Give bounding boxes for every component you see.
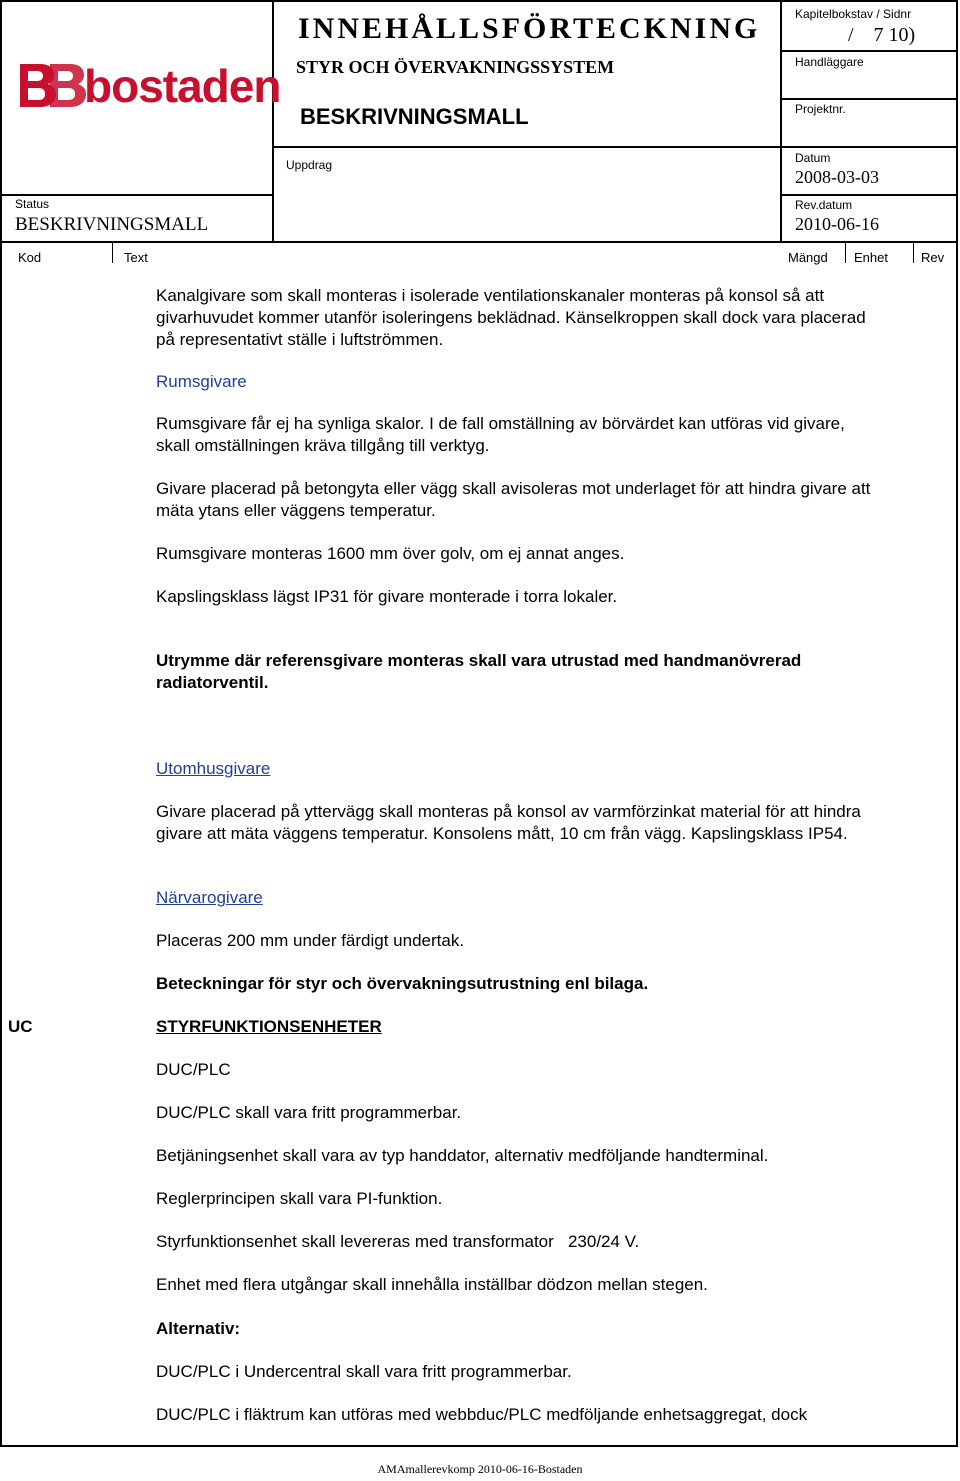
col-rev: Rev (921, 250, 945, 265)
status-value: BESKRIVNINGSMALL (15, 214, 209, 235)
col-kod: Kod (18, 250, 42, 265)
paragraph-ducplc: DUC/PLC (156, 1060, 231, 1079)
text-line: givare att mäta väggens temperatur. Konsolens mått, 10 cm från vägg. Kapslingsklass IP54. (156, 824, 848, 843)
footer-text: AMAmallerevkomp 2010-06-16-Bostaden (377, 1462, 583, 1476)
logo-wordmark: bostaden (84, 60, 281, 112)
kapitel-label: Kapitelbokstav / Sidnr (795, 7, 912, 21)
uppdrag-label: Uppdrag (286, 158, 333, 172)
text-line: Givare placerad på yttervägg skall monteras på konsol av varmförzinkat material för att hindra (156, 802, 861, 821)
paragraph-betongyta (156, 478, 951, 522)
text-line: Rumsgivare får ej ha synliga skalor. I de fall omställning av börvärdet kan utföras vid givare, (156, 414, 845, 433)
paragraph-rumsgivare-skalor (156, 413, 946, 457)
text-line: mäta ytans eller väggens temperatur. (156, 501, 436, 520)
text-line: Utrymme där referensgivare monteras skall vara utrustad med handmanövrerad (156, 651, 802, 670)
col-enhet: Enhet (854, 250, 888, 265)
col-mangd: Mängd (788, 250, 828, 265)
code-uc: UC (8, 1017, 33, 1036)
heading-utomhusgivare: Utomhusgivare (156, 759, 271, 778)
revdatum-value: 2010-06-16 (795, 214, 879, 234)
status-label: Status (15, 197, 50, 211)
paragraph-kapsling: Kapslingsklass lägst IP31 för givare monterade i torra lokaler. (156, 587, 618, 606)
heading-rumsgivare: Rumsgivare (156, 372, 247, 391)
text-line: radiatorventil. (156, 673, 269, 692)
handlaggare-label: Handläggare (795, 55, 864, 69)
paragraph-undercentral: DUC/PLC i Undercentral skall vara fritt programmerbar. (156, 1362, 572, 1381)
col-text: Text (124, 250, 148, 265)
revdatum-label: Rev.datum (795, 198, 853, 212)
text-line: på representativt ställe i luftströmmen. (156, 330, 444, 349)
text-line: Kanalgivare som skall monteras i isolerade ventilationskanaler monteras på konsol så att (156, 286, 825, 305)
paragraph-undertak: Placeras 200 mm under färdigt undertak. (156, 931, 465, 950)
paragraph-kanalgivare (156, 285, 946, 351)
text-line: givarhuvudet kommer utanför isoleringens beklädnad. Känselkroppen skall dock vara placerad (156, 308, 866, 327)
datum-label: Datum (795, 151, 831, 165)
paragraph-beteckningar: Beteckningar för styr och övervakningsutrustning enl bilaga. (156, 974, 649, 993)
kapitel-value: / 7 10) (848, 24, 916, 46)
paragraph-reglerprincip: Reglerprincipen skall vara PI-funktion. (156, 1189, 443, 1208)
logo (14, 58, 281, 118)
text-line: Givare placerad på betongyta eller vägg skall avisoleras mot underlaget för att hindra givare att (156, 479, 871, 498)
paragraph-betjaningsenhet: Betjäningsenhet skall vara av typ handdator, alternativ medföljande handterminal. (156, 1146, 769, 1165)
heading-styrfunktionsenheter: STYRFUNKTIONSENHETER (156, 1017, 382, 1036)
bostaden-logo-icon (14, 60, 89, 112)
projektnr-label: Projektnr. (795, 102, 846, 116)
heading-alternativ: Alternativ: (156, 1319, 241, 1338)
paragraph-flaktrum: DUC/PLC i fläktrum kan utföras med webbduc/PLC medföljande enhetsaggregat, dock (156, 1405, 808, 1424)
paragraph-programmerbar: DUC/PLC skall vara fritt programmerbar. (156, 1103, 462, 1122)
paragraph-yttervagg (156, 801, 946, 845)
datum-value: 2008-03-03 (795, 167, 879, 187)
paragraph-referensgivare (156, 650, 946, 694)
doc-subtitle: STYR OCH ÖVERVAKNINGSSYSTEM (296, 57, 615, 77)
heading-narvarogivare: Närvarogivare (156, 888, 263, 907)
text-line: skall omställningen kräva tillgång till verktyg. (156, 436, 490, 455)
paragraph-dodzon: Enhet med flera utgångar skall innehålla inställbar dödzon mellan stegen. (156, 1275, 708, 1294)
paragraph-transformator: Styrfunktionsenhet skall levereras med transformator 230/24 V. (156, 1232, 640, 1251)
doc-type: BESKRIVNINGSMALL (300, 104, 529, 129)
paragraph-montering: Rumsgivare monteras 1600 mm över golv, om ej annat anges. (156, 544, 625, 563)
doc-title: INNEHÅLLSFÖRTECKNING (298, 12, 761, 45)
